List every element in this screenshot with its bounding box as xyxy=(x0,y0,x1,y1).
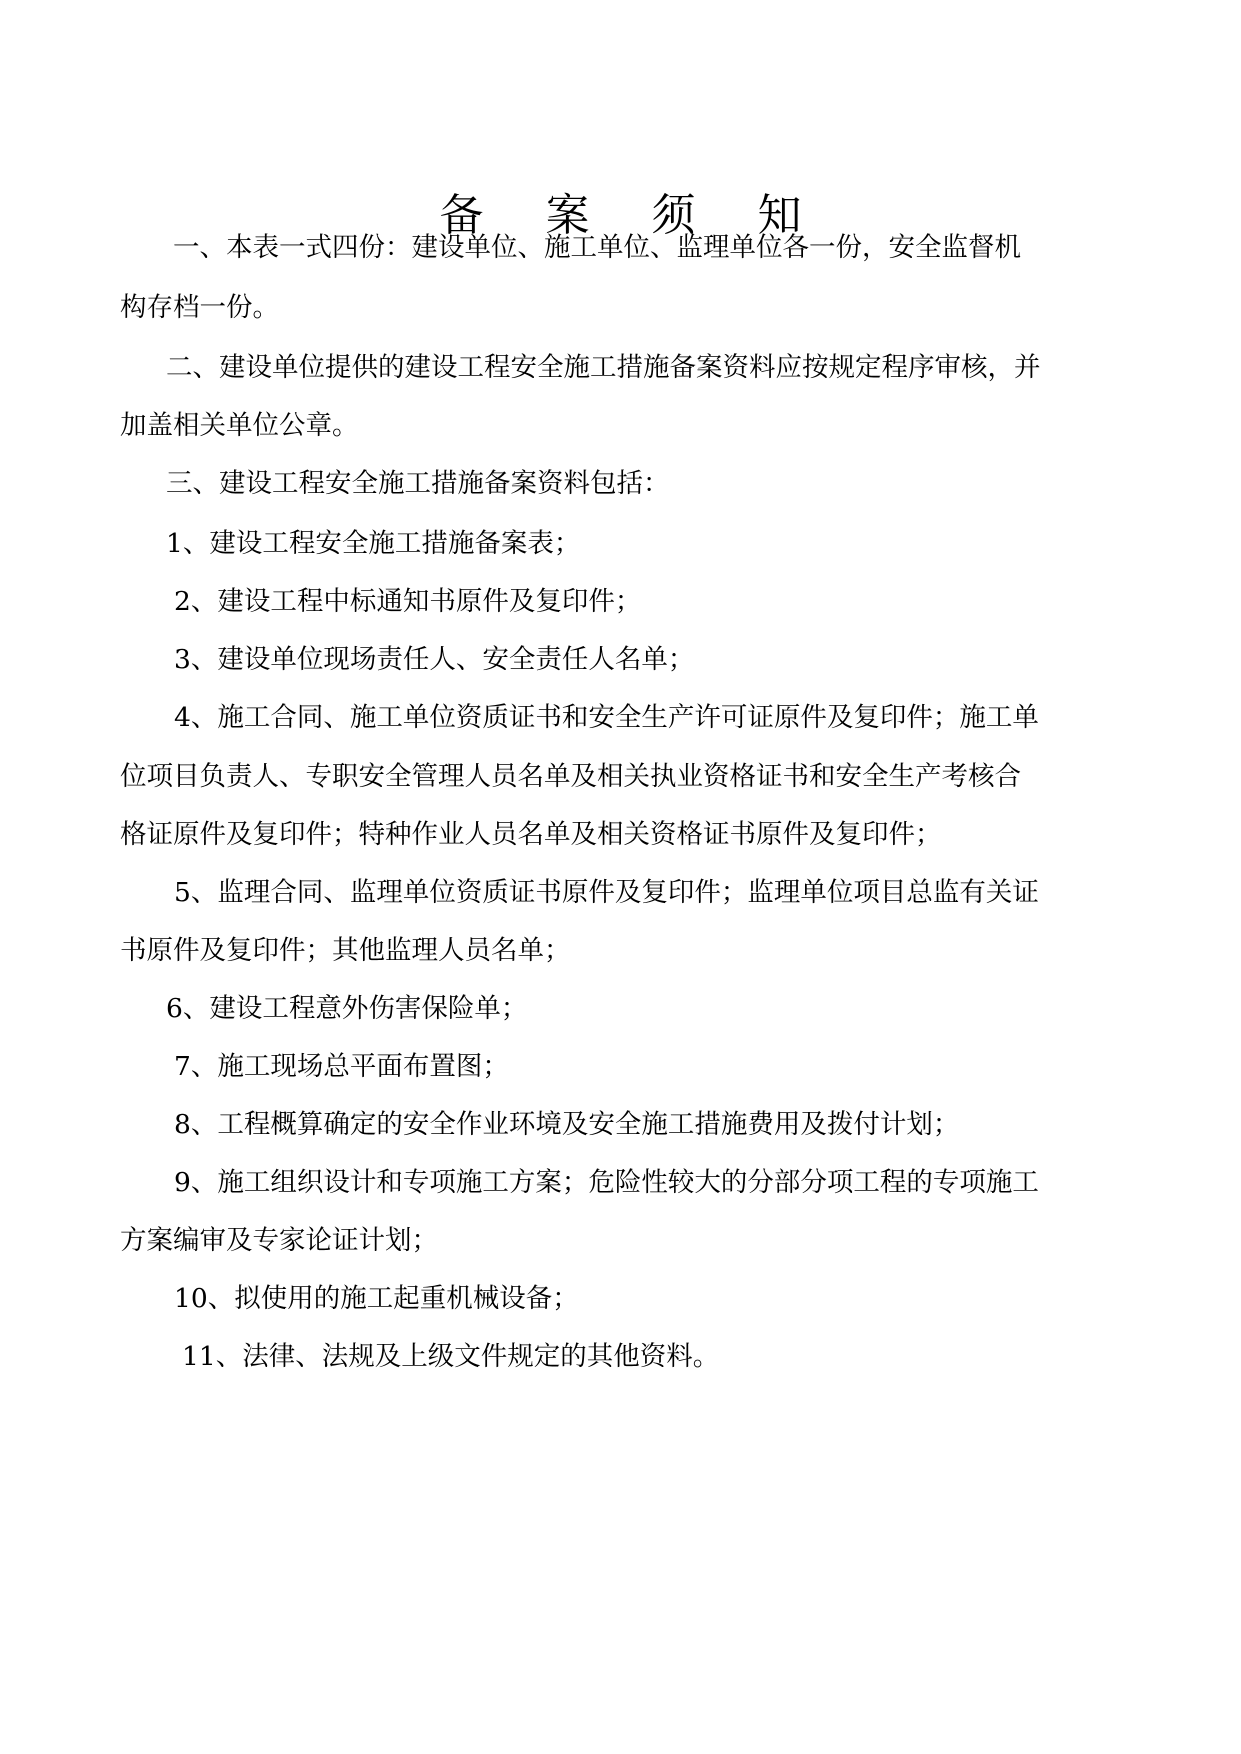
list-item: 3、建设单位现场责任人、安全责任人名单； xyxy=(174,644,695,675)
list-item: 11、法律、法规及上级文件规定的其他资料。 xyxy=(182,1341,720,1372)
list-item: 1、建设工程安全施工措施备案表； xyxy=(166,528,581,559)
list-item: 5、监理合同、监理单位资质证书原件及复印件；监理单位项目总监有关证 xyxy=(174,877,1039,908)
list-item-continued: 书原件及复印件；其他监理人员名单； xyxy=(120,935,571,966)
list-item: 6、建设工程意外伤害保险单； xyxy=(166,993,528,1024)
page-title: 备 案 须 知 xyxy=(439,190,826,241)
list-item-continued: 格证原件及复印件；特种作业人员名单及相关资格证书原件及复印件； xyxy=(120,819,942,850)
list-item: 2、建设工程中标通知书原件及复印件； xyxy=(174,586,642,617)
list-item: 10、拟使用的施工起重机械设备； xyxy=(174,1283,579,1314)
list-item: 8、工程概算确定的安全作业环境及安全施工措施费用及拨付计划； xyxy=(174,1109,960,1140)
list-item-continued: 方案编审及专家论证计划； xyxy=(120,1225,438,1256)
list-item: 7、施工现场总平面布置图； xyxy=(174,1051,509,1082)
list-item: 9、施工组织设计和专项施工方案；危险性较大的分部分项工程的专项施工 xyxy=(174,1167,1039,1198)
paragraph-line: 构存档一份。 xyxy=(120,292,279,323)
paragraph-line: 加盖相关单位公章。 xyxy=(120,410,359,441)
paragraph-line: 三、建设工程安全施工措施备案资料包括： xyxy=(166,468,670,499)
list-item: 4、施工合同、施工单位资质证书和安全生产许可证原件及复印件；施工单 xyxy=(174,702,1039,733)
paragraph-line: 二、建设单位提供的建设工程安全施工措施备案资料应按规定程序审核，并 xyxy=(166,352,1041,383)
paragraph-line: 一、本表一式四份：建设单位、施工单位、监理单位各一份，安全监督机 xyxy=(173,232,1021,263)
list-item-continued: 位项目负责人、专职安全管理人员名单及相关执业资格证书和安全生产考核合 xyxy=(120,761,1021,792)
